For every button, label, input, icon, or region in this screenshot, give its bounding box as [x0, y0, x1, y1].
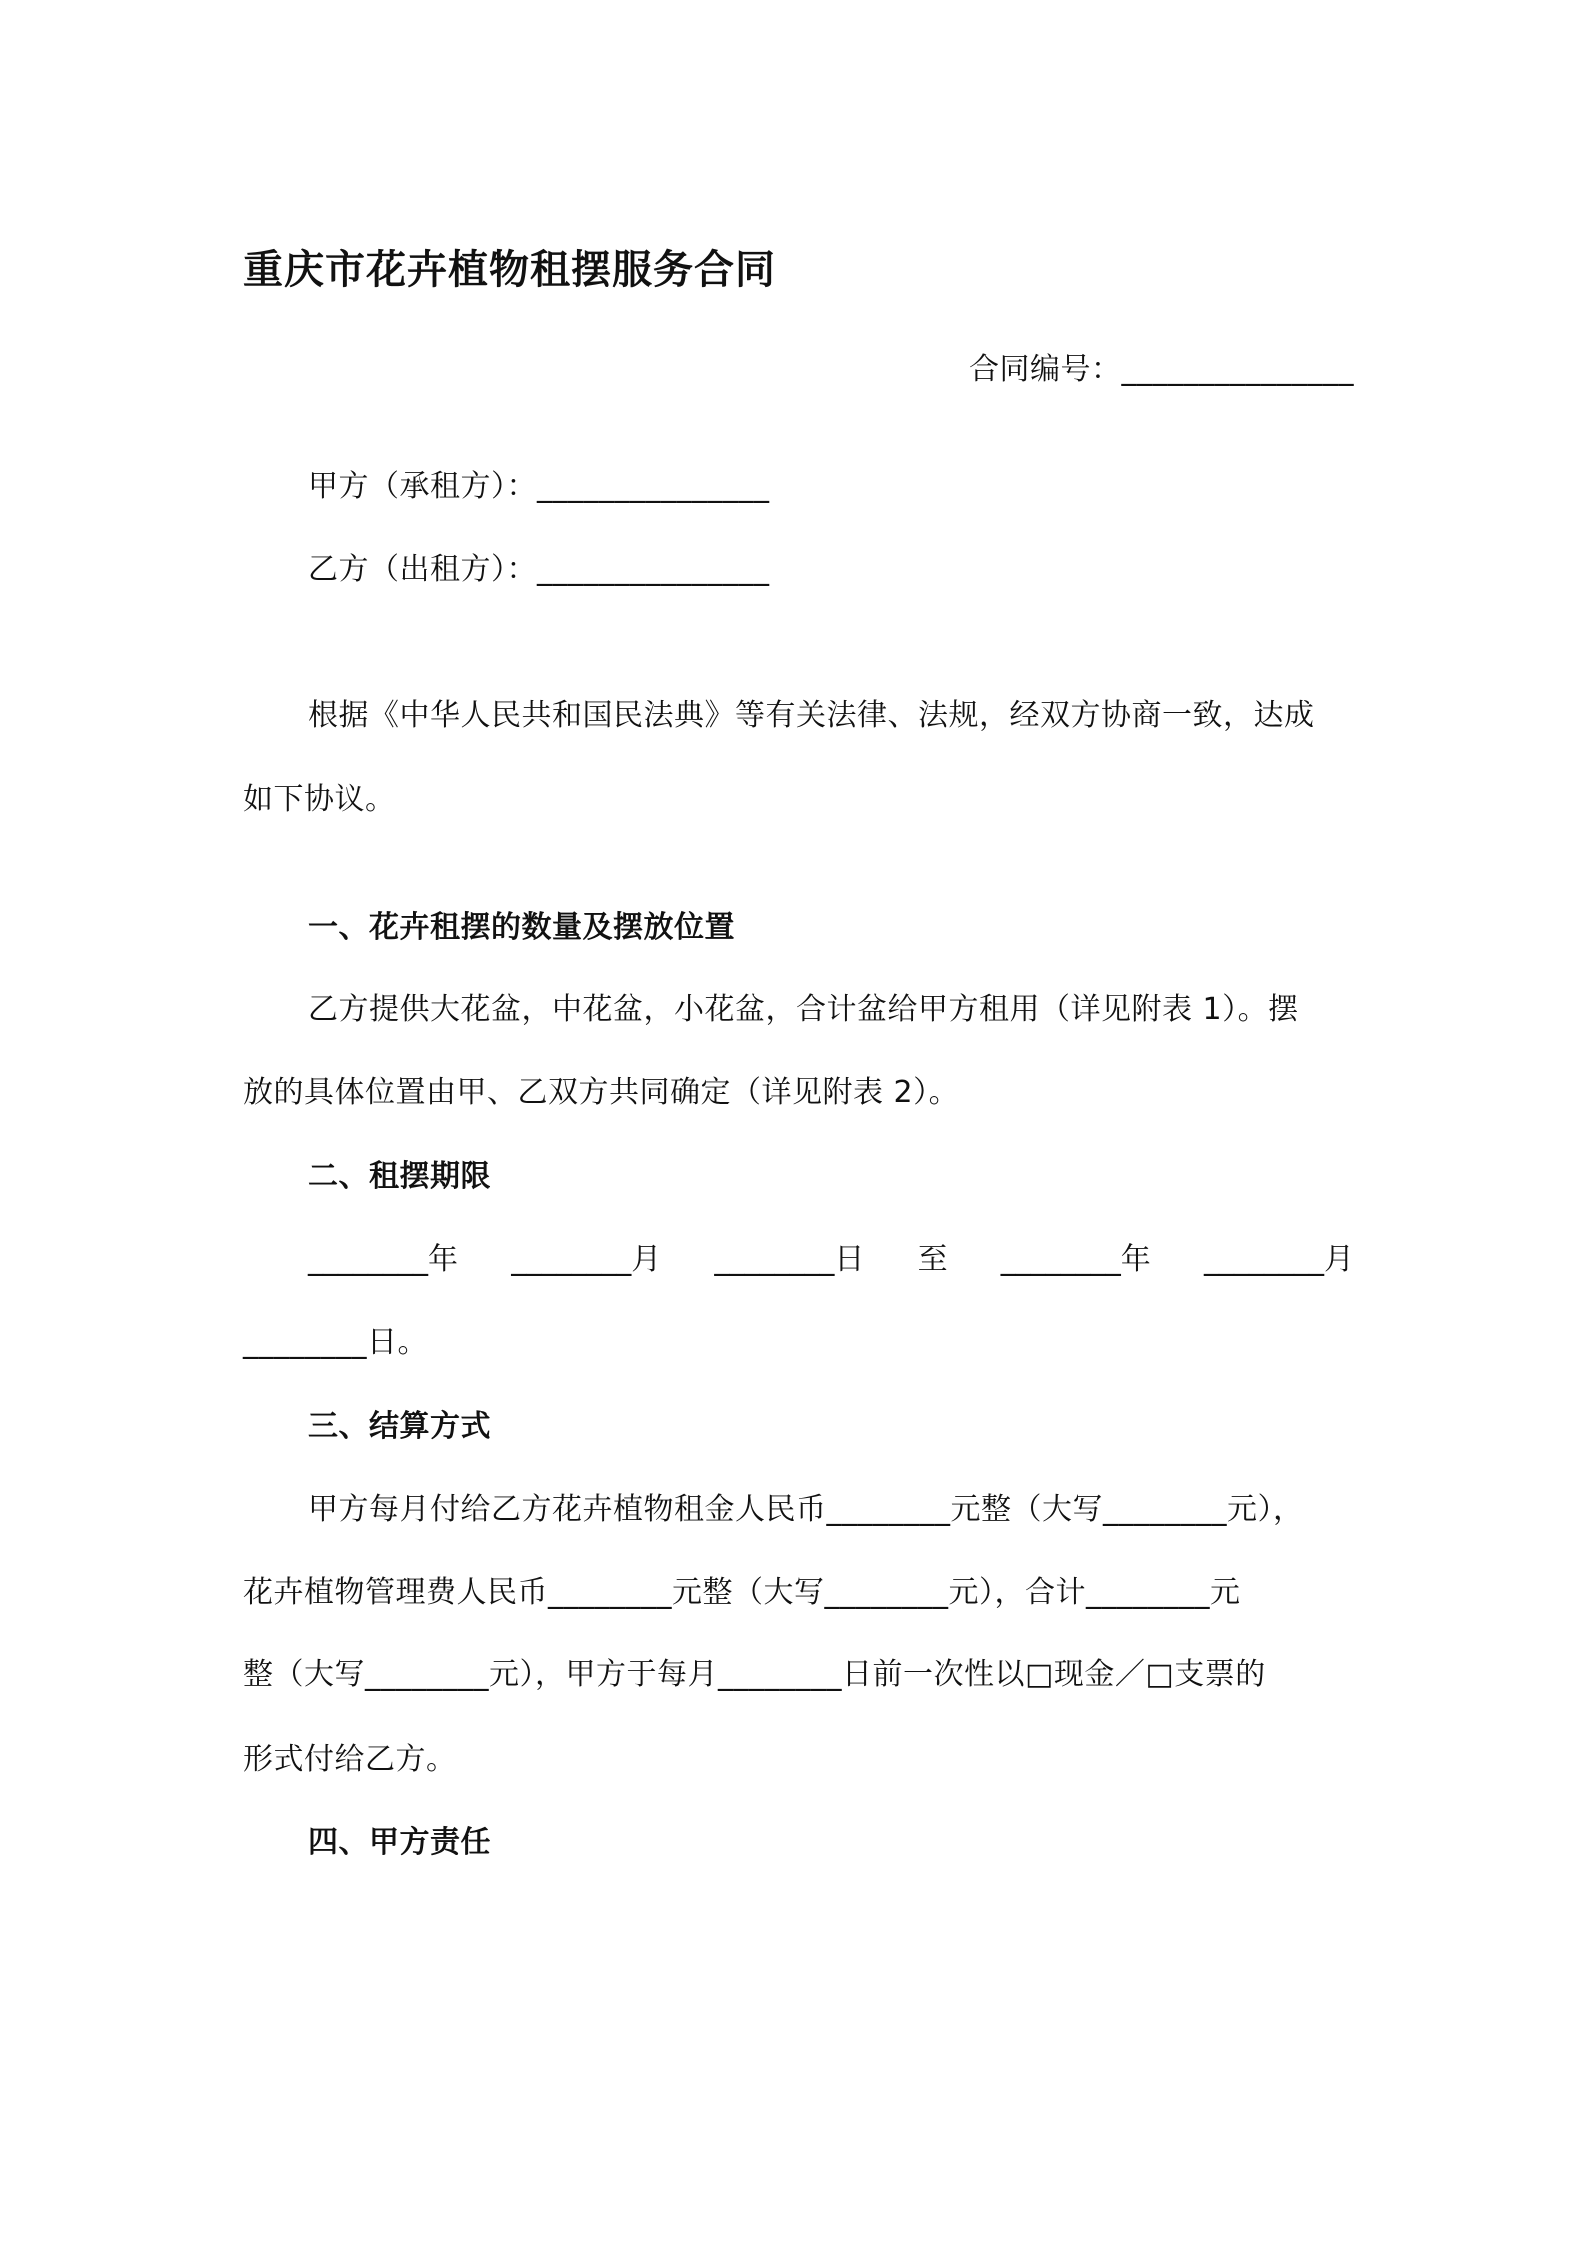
- section-3-line-4: 形式付给乙方。: [243, 1742, 457, 1777]
- party-b: 乙方（出租方）：_______________: [308, 552, 770, 587]
- term-end-month: ________月: [1203, 1242, 1354, 1277]
- term-end-day: ________日。: [243, 1325, 428, 1360]
- section-2-heading: 二、租摆期限: [308, 1159, 491, 1194]
- section-1-line-1: 乙方提供大花盆，中花盆，小花盆，合计盆给甲方租用（详见附表 1）。摆: [308, 992, 1299, 1027]
- section-1-line-2: 放的具体位置由甲、乙双方共同确定（详见附表 2）。: [243, 1075, 960, 1110]
- intro-line-1: 根据《中华人民共和国民法典》等有关法律、法规，经双方协商一致，达成: [308, 698, 1315, 733]
- intro-line-2: 如下协议。: [243, 782, 396, 817]
- term-to: 至: [917, 1242, 948, 1277]
- document-title: 重庆市花卉植物租摆服务合同: [243, 247, 776, 293]
- contract-number: 合同编号：_______________: [969, 352, 1354, 387]
- section-3-line-3: 整（大写________元），甲方于每月________日前一次性以□现金／□支票的: [243, 1657, 1266, 1692]
- term-end-year: ________年: [1000, 1242, 1151, 1277]
- term-start-month: ________月: [511, 1242, 662, 1277]
- section-4-heading: 四、甲方责任: [308, 1825, 491, 1860]
- section-3-heading: 三、结算方式: [308, 1409, 491, 1444]
- term-row: [308, 1240, 1354, 1280]
- party-a: 甲方（承租方）：_______________: [308, 469, 770, 504]
- section-1-heading: 一、花卉租摆的数量及摆放位置: [308, 910, 735, 945]
- term-start-year: ________年: [308, 1242, 458, 1277]
- term-start-day: ________日: [714, 1242, 865, 1277]
- section-3-line-1: 甲方每月付给乙方花卉植物租金人民币________元整（大写________元），: [308, 1492, 1304, 1527]
- section-3-line-2: 花卉植物管理费人民币________元整（大写________元），合计________元: [243, 1575, 1241, 1610]
